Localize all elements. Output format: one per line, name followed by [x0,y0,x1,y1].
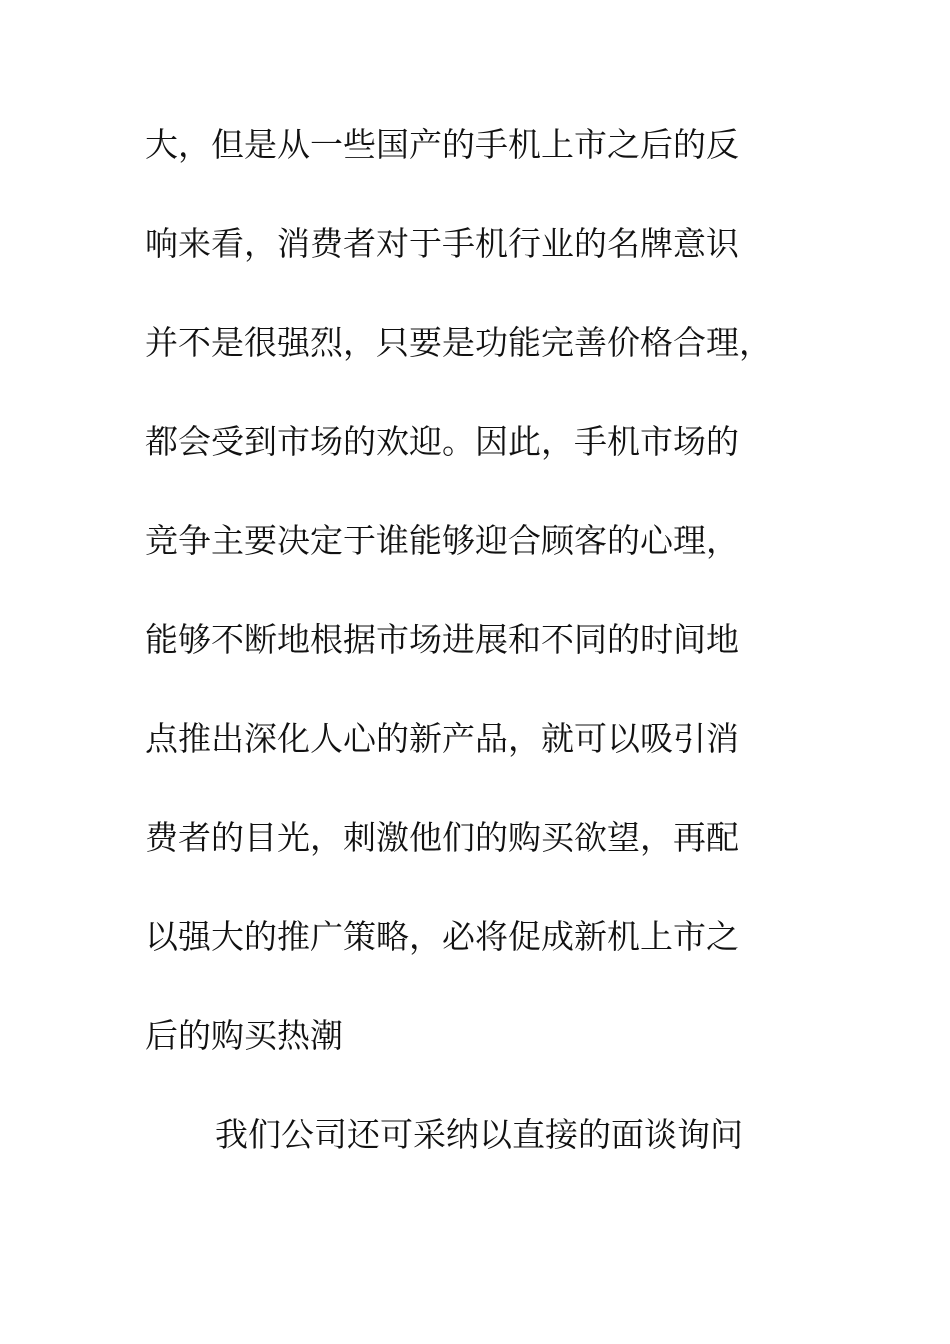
text-line-7: 点推出深化人心的新产品，就可以吸引消 [145,719,739,758]
text-line-2: 响来看，消费者对于手机行业的名牌意识 [145,224,739,263]
text-line-6: 能够不断地根据市场进展和不同的时间地 [145,620,739,659]
paragraph-start-line: 我们公司还可采纳以直接的面谈询问 [215,1115,743,1154]
body-text [145,125,805,1217]
text-line-4: 都会受到市场的欢迎。因此，手机市场的 [145,422,739,461]
text-line-5: 竞争主要决定于谁能够迎合顾客的心理， [145,521,739,560]
text-line-1: 大，但是从一些国产的手机上市之后的反 [145,125,739,164]
text-line-8: 费者的目光，刺激他们的购买欲望，再配 [145,818,739,857]
text-line-3: 并不是很强烈，只要是功能完善价格合理， [145,323,772,362]
text-line-9: 以强大的推广策略，必将促成新机上市之 [145,917,739,956]
text-line-10: 后的购买热潮 [145,1016,343,1055]
